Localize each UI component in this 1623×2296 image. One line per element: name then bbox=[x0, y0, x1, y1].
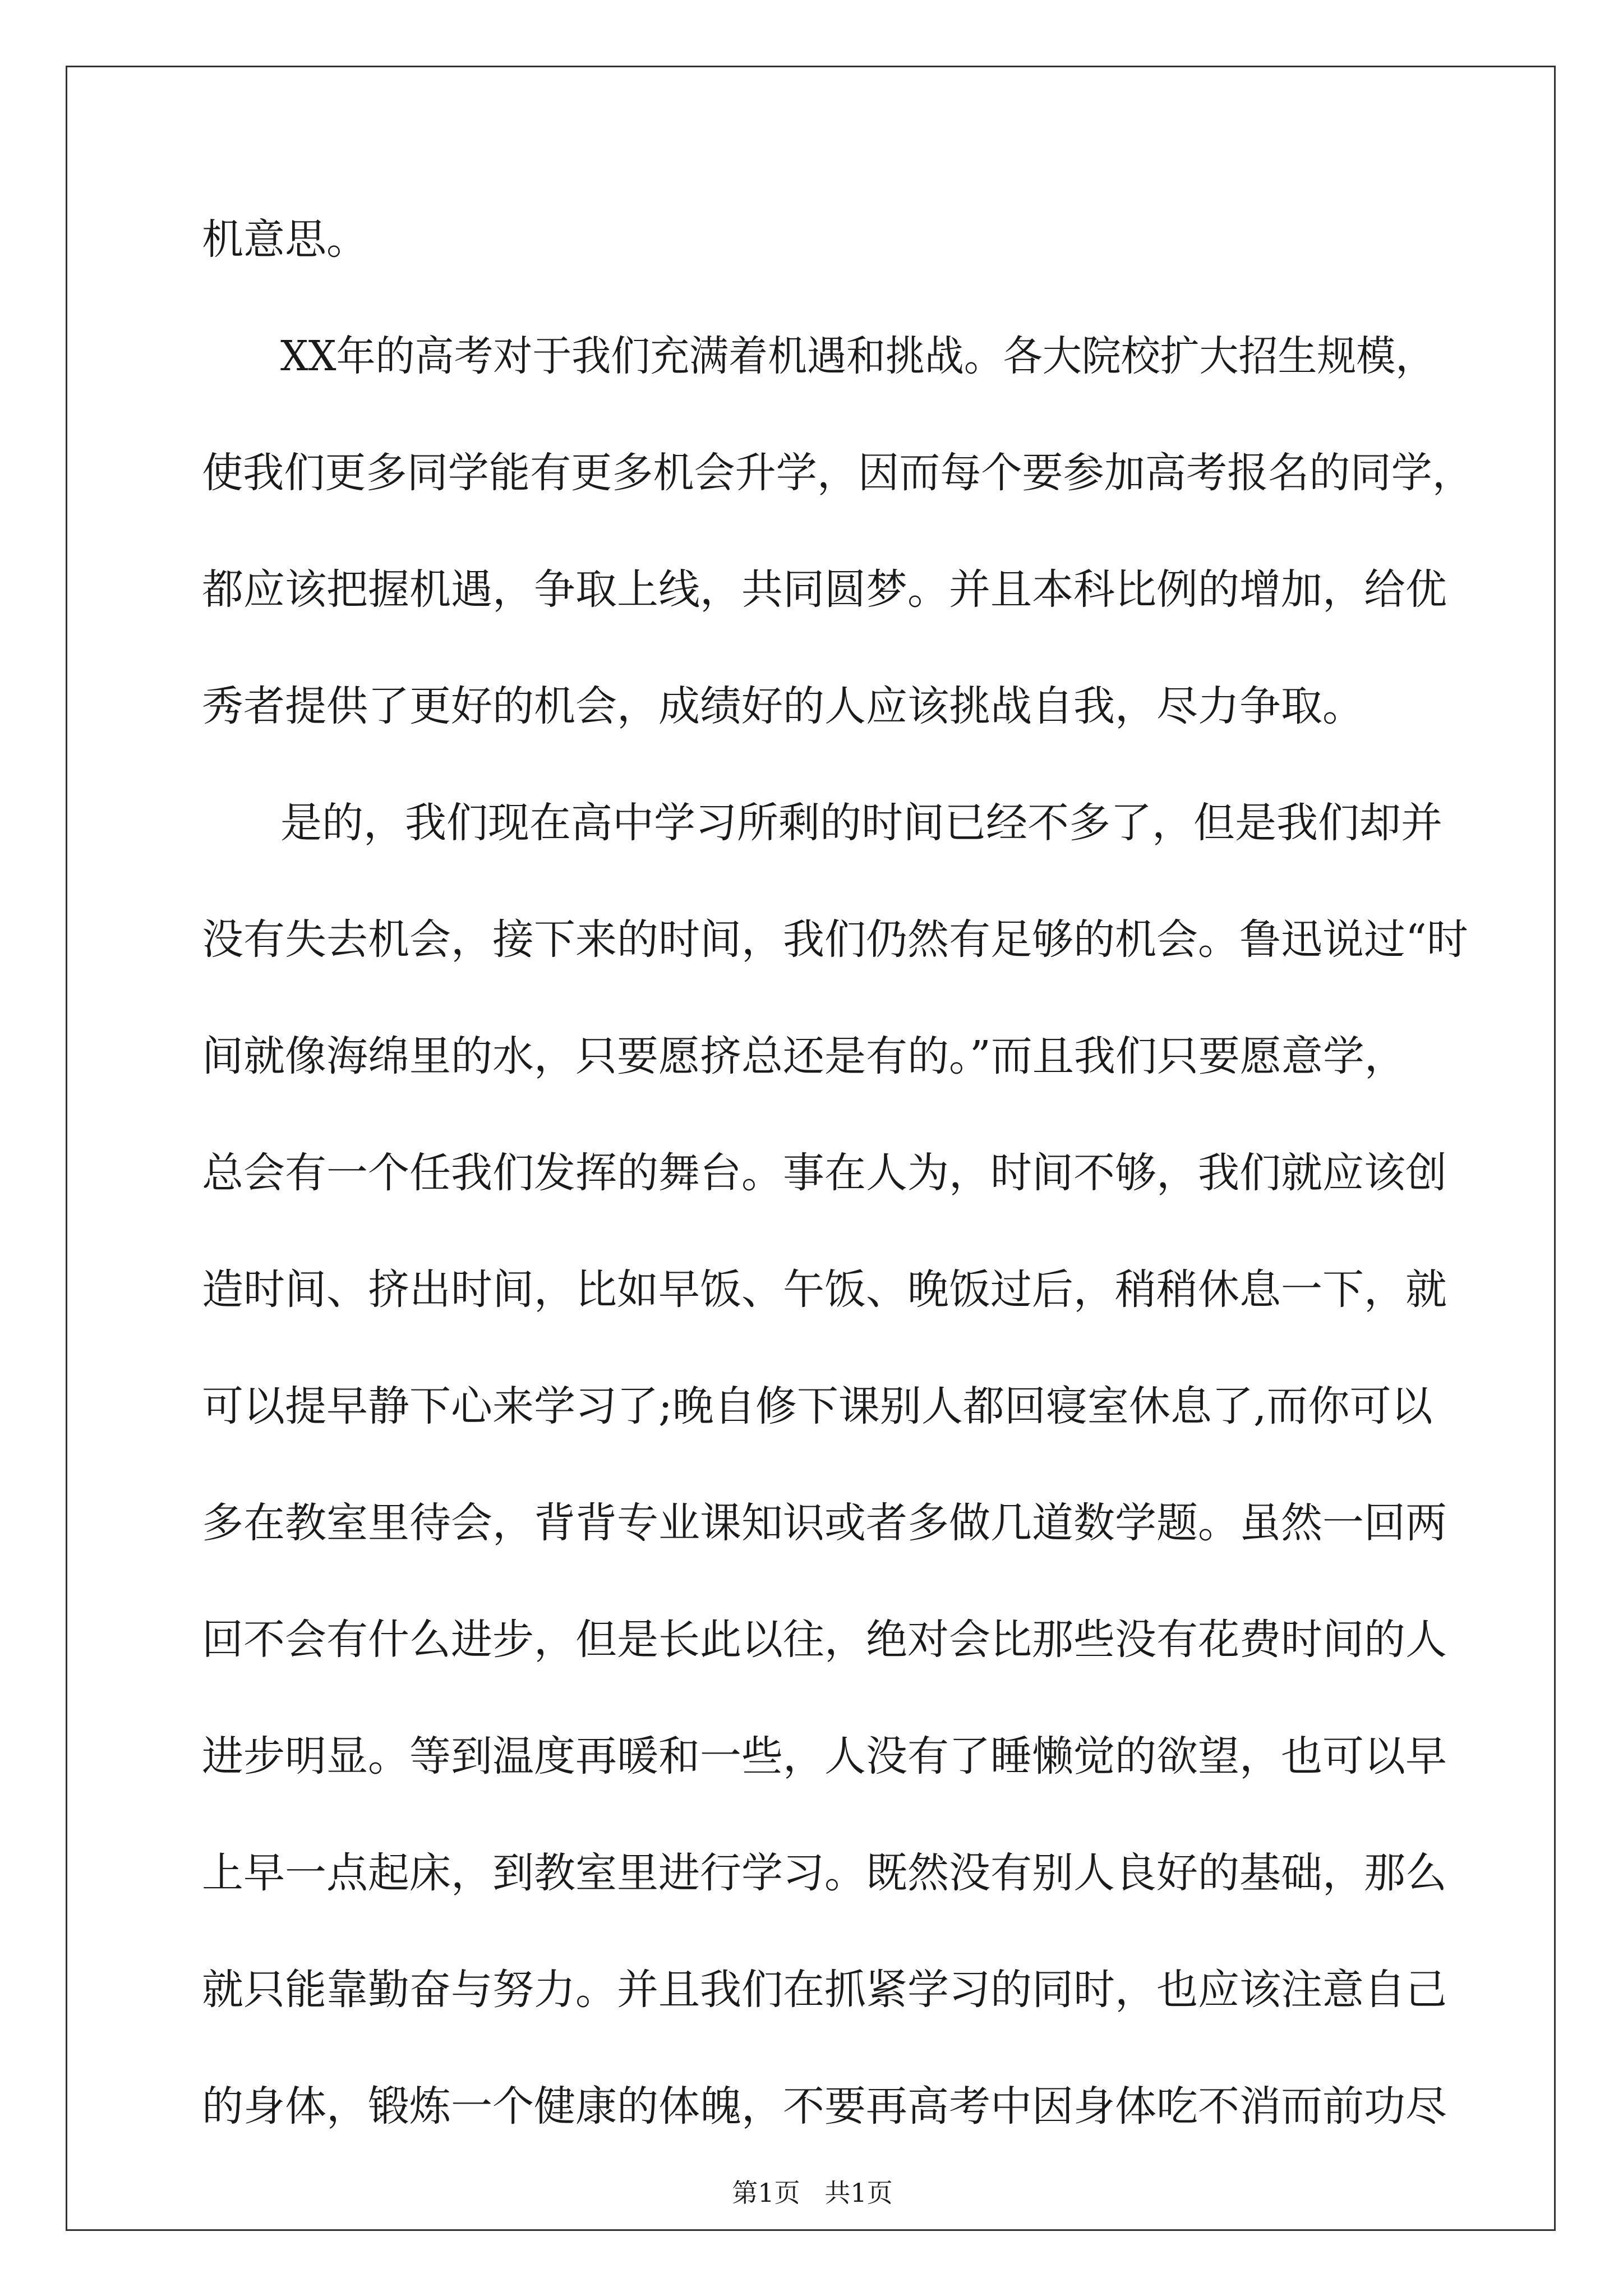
text-line: 可以提早静下心来学习了;晚自修下课别人都回寝室休息了,而你可以 bbox=[202, 1382, 1433, 1430]
text-line: 秀者提供了更好的机会，成绩好的人应该挑战自我，尽力争取。 bbox=[202, 682, 1364, 730]
text-line: 没有失去机会，接下来的时间，我们仍然有足够的机会。鲁迅说过“时 bbox=[202, 915, 1468, 964]
text-line: 回不会有什么进步，但是长此以往，绝对会比那些没有花费时间的人 bbox=[202, 1616, 1447, 1664]
text-line: 进步明显。等到温度再暖和一些，人没有了睡懒觉的欲望，也可以早 bbox=[202, 1732, 1447, 1780]
page-frame bbox=[66, 66, 1556, 2231]
text-line: XX年的高考对于我们充满着机遇和挑战。各大院校扩大招生规模， bbox=[280, 332, 1435, 380]
text-line: 间就像海绵里的水，只要愿挤总还是有的。”而且我们只要愿意学， bbox=[202, 1032, 1406, 1080]
text-line: 上早一点起床，到教室里进行学习。既然没有别人良好的基础，那么 bbox=[202, 1849, 1447, 1897]
text-line: 都应该把握机遇，争取上线，共同圆梦。并且本科比例的增加，给优 bbox=[202, 565, 1447, 614]
text-line: 多在教室里待会，背背专业课知识或者多做几道数学题。虽然一回两 bbox=[202, 1499, 1447, 1547]
text-line: 就只能靠勤奋与努力。并且我们在抓紧学习的同时，也应该注意自己 bbox=[202, 1966, 1447, 2014]
text-line: 使我们更多同学能有更多机会升学，因而每个要参加高考报名的同学， bbox=[202, 449, 1473, 497]
text-line: 是的，我们现在高中学习所剩的时间已经不多了，但是我们却并 bbox=[280, 799, 1442, 847]
text-line: 造时间、挤出时间，比如早饭、午饭、晚饭过后，稍稍休息一下，就 bbox=[202, 1266, 1447, 1314]
text-line: 机意思。 bbox=[202, 215, 368, 264]
page-number-footer: 第1页 共1页 bbox=[732, 2178, 893, 2208]
text-line: 总会有一个任我们发挥的舞台。事在人为，时间不够，我们就应该创 bbox=[202, 1149, 1447, 1197]
text-line: 的身体，锻炼一个健康的体魄，不要再高考中因身体吃不消而前功尽 bbox=[202, 2082, 1447, 2131]
